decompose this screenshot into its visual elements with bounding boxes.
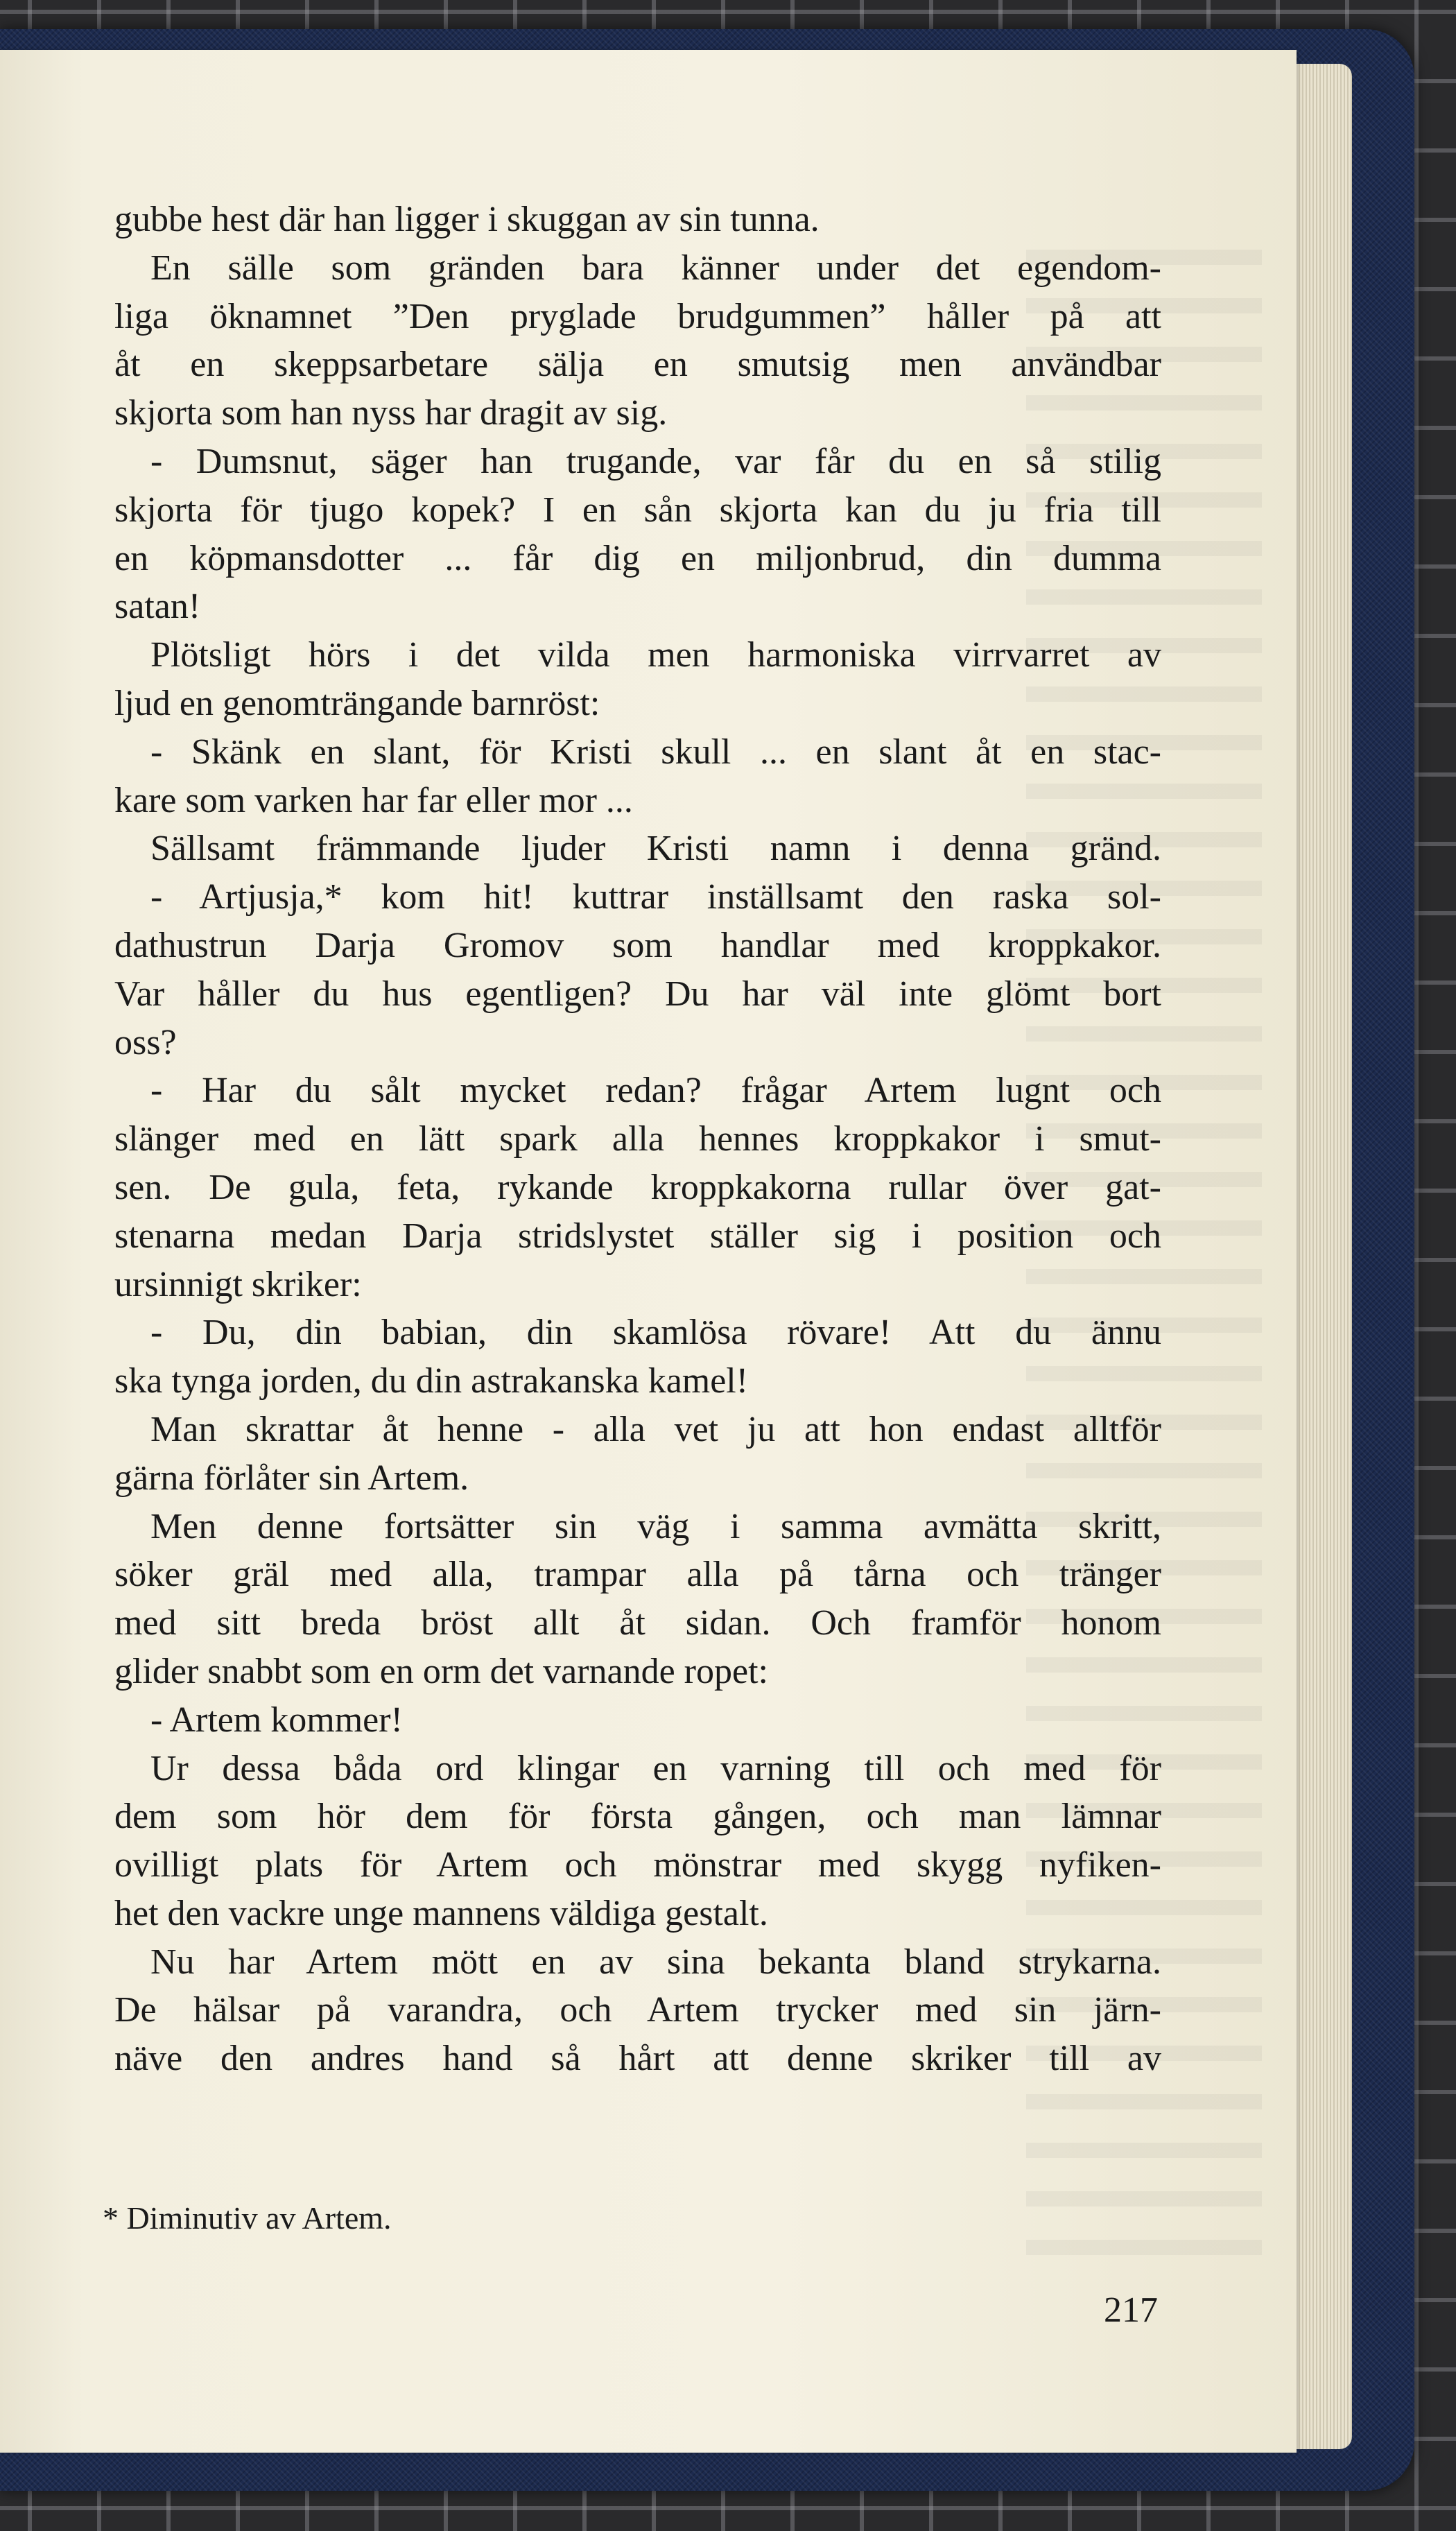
text-line: ljud en genomträngande barnröst: bbox=[114, 683, 600, 723]
text-line: gubbe hest där han ligger i skuggan av sin tunna. bbox=[114, 200, 820, 239]
text-line: ska tynga jorden, du din astrakanska kamel! bbox=[114, 1361, 749, 1401]
text-line: Men denne fortsätter sin väg i samma avmätta skritt, bbox=[150, 1506, 1161, 1546]
text-line: ovilligt plats för Artem och mönstrar med skygg nyfiken- bbox=[114, 1845, 1161, 1885]
text-line: dem som hör dem för första gången, och man lämnar bbox=[114, 1797, 1161, 1837]
text-line: satan! bbox=[114, 587, 201, 627]
text-line: stenarna medan Darja stridslystet ställer sig i position och bbox=[114, 1216, 1161, 1256]
text-line: slänger med en lätt spark alla hennes kroppkakor i smut- bbox=[114, 1119, 1161, 1159]
text-line: Plötsligt hörs i det vilda men harmoniska virrvarret av bbox=[150, 635, 1161, 675]
text-line: Sällsamt främmande ljuder Kristi namn i denna gränd. bbox=[150, 829, 1161, 869]
text-line: Man skrattar åt henne - alla vet ju att hon endast alltför bbox=[150, 1409, 1161, 1449]
text-line: Nu har Artem mött en av sina bekanta bland strykarna. bbox=[150, 1942, 1161, 1982]
body-text bbox=[114, 196, 1161, 2083]
page-number: 217 bbox=[1104, 2290, 1158, 2330]
text-line: - Artjusja,* kom hit! kuttrar inställsamt den raska sol- bbox=[150, 877, 1161, 917]
text-line: ursinnigt skriker: bbox=[114, 1264, 362, 1304]
book-page bbox=[0, 50, 1297, 2453]
text-line: med sitt breda bröst allt åt sidan. Och framför honom bbox=[114, 1603, 1161, 1643]
text-line: skjorta som han nyss har dragit av sig. bbox=[114, 393, 668, 433]
text-line: oss? bbox=[114, 1022, 177, 1062]
text-line: liga öknamnet ”Den pryglade brudgummen” håller på att bbox=[114, 296, 1161, 336]
text-line: Ur dessa båda ord klingar en varning till och med för bbox=[150, 1748, 1161, 1788]
text-line: - Skänk en slant, för Kristi skull ... en slant åt en stac- bbox=[150, 732, 1161, 772]
text-line: söker gräl med alla, trampar alla på tårna och tränger bbox=[114, 1555, 1161, 1595]
text-line: Var håller du hus egentligen? Du har väl inte glömt bort bbox=[114, 974, 1161, 1014]
text-line: het den vackre unge mannens väldiga gestalt. bbox=[114, 1893, 768, 1933]
text-line: sen. De gula, feta, rykande kroppkakorna rullar över gat- bbox=[114, 1167, 1161, 1207]
text-line: - Artem kommer! bbox=[150, 1700, 403, 1740]
text-line: - Dumsnut, säger han trugande, var får du en så stilig bbox=[150, 441, 1161, 481]
text-line: gärna förlåter sin Artem. bbox=[114, 1458, 469, 1498]
text-line: dathustrun Darja Gromov som handlar med kroppkakor. bbox=[114, 925, 1161, 965]
text-line: en köpmansdotter ... får dig en miljonbrud, din dumma bbox=[114, 538, 1161, 578]
text-line: De hälsar på varandra, och Artem trycker med sin järn- bbox=[114, 1990, 1161, 2030]
footnote: * Diminutiv av Artem. bbox=[103, 2200, 392, 2236]
text-line: - Du, din babian, din skamlösa rövare! Att du ännu bbox=[150, 1313, 1161, 1353]
text-line: - Har du sålt mycket redan? frågar Artem lugnt och bbox=[150, 1071, 1161, 1111]
text-line: näve den andres hand så hårt att denne skriker till av bbox=[114, 2039, 1161, 2079]
text-line: En sälle som gränden bara känner under det egendom- bbox=[150, 248, 1161, 288]
text-line: glider snabbt som en orm det varnande ropet: bbox=[114, 1651, 768, 1691]
text-line: skjorta för tjugo kopek? I en sån skjorta kan du ju fria till bbox=[114, 490, 1161, 530]
text-line: kare som varken har far eller mor ... bbox=[114, 780, 633, 820]
text-line: åt en skeppsarbetare sälja en smutsig men användbar bbox=[114, 345, 1161, 385]
